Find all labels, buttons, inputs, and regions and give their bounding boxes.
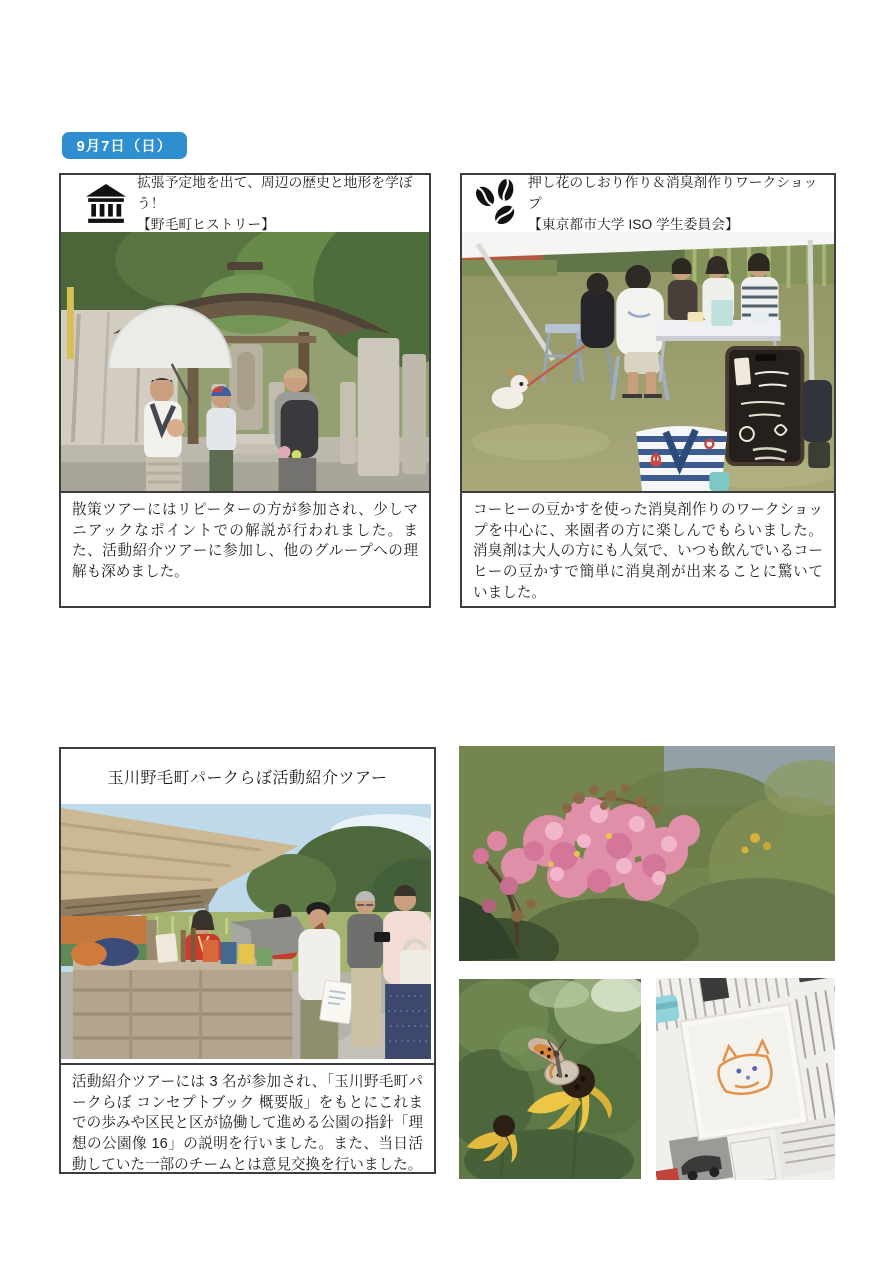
event-card-header — [462, 175, 834, 232]
event-card-parklab-tour — [59, 747, 436, 1174]
date-badge — [62, 132, 187, 159]
iso-workshop-photo — [462, 232, 834, 491]
date-badge-label: 9月7日（日） — [76, 139, 173, 155]
crape-myrtle-flowers-photo — [459, 746, 835, 961]
event-title — [137, 172, 423, 235]
noge-history-walk-photo — [61, 232, 429, 491]
event-card-iso-workshop — [460, 173, 836, 608]
event-description: 散策ツアーにはリピーターの方が参加され、少しマニアックなポイントでの解説が行われました。また、活動紹介ツアーに参加し、他のグループへの理解も深めました。 — [61, 491, 429, 606]
event-title-line2: 【野毛町ヒストリー】 — [137, 217, 275, 232]
event-description: コーヒーの豆かすを使った消臭剤作りのワークショップを中心に、来園者の方に楽しんでもらいました。消臭剤は大人の方にも人気で、いつも飲んでいるコーヒーの豆かすで簡単に消臭剤が出来ることに驚いていました。 — [462, 491, 834, 606]
museum-icon — [85, 183, 127, 225]
pressed-flower-newspaper-photo — [656, 978, 835, 1180]
event-card-header — [61, 175, 429, 232]
butterfly-on-coneflower-photo — [459, 979, 641, 1179]
parklab-tour-photo — [61, 804, 431, 1059]
coffee-beans-icon — [472, 179, 522, 229]
event-title — [528, 172, 828, 235]
event-card-noge-history — [59, 173, 431, 608]
tour-title: 玉川野毛町パークらぼ活動紹介ツアー — [107, 770, 388, 787]
event-title-line1: 押し花のしおり作り＆消臭剤作りワークショップ — [528, 175, 818, 211]
event-title-line2: 【東京都市大学 ISO 学生委員会】 — [528, 217, 739, 232]
tour-description: 活動紹介ツアーには 3 名が参加され、「玉川野毛町パークらぼ コンセプトブック 概要版」をもとにこれまでの歩みや区民と区が協働して進める公園の指針「理想の公園像 16」の説明を行いました。また、当日活動していた一部のチームとは意見交換を行いました。 — [61, 1063, 434, 1172]
event-title-line1: 拡張予定地を出て、周辺の歴史と地形を学ぼう！ — [137, 175, 413, 211]
